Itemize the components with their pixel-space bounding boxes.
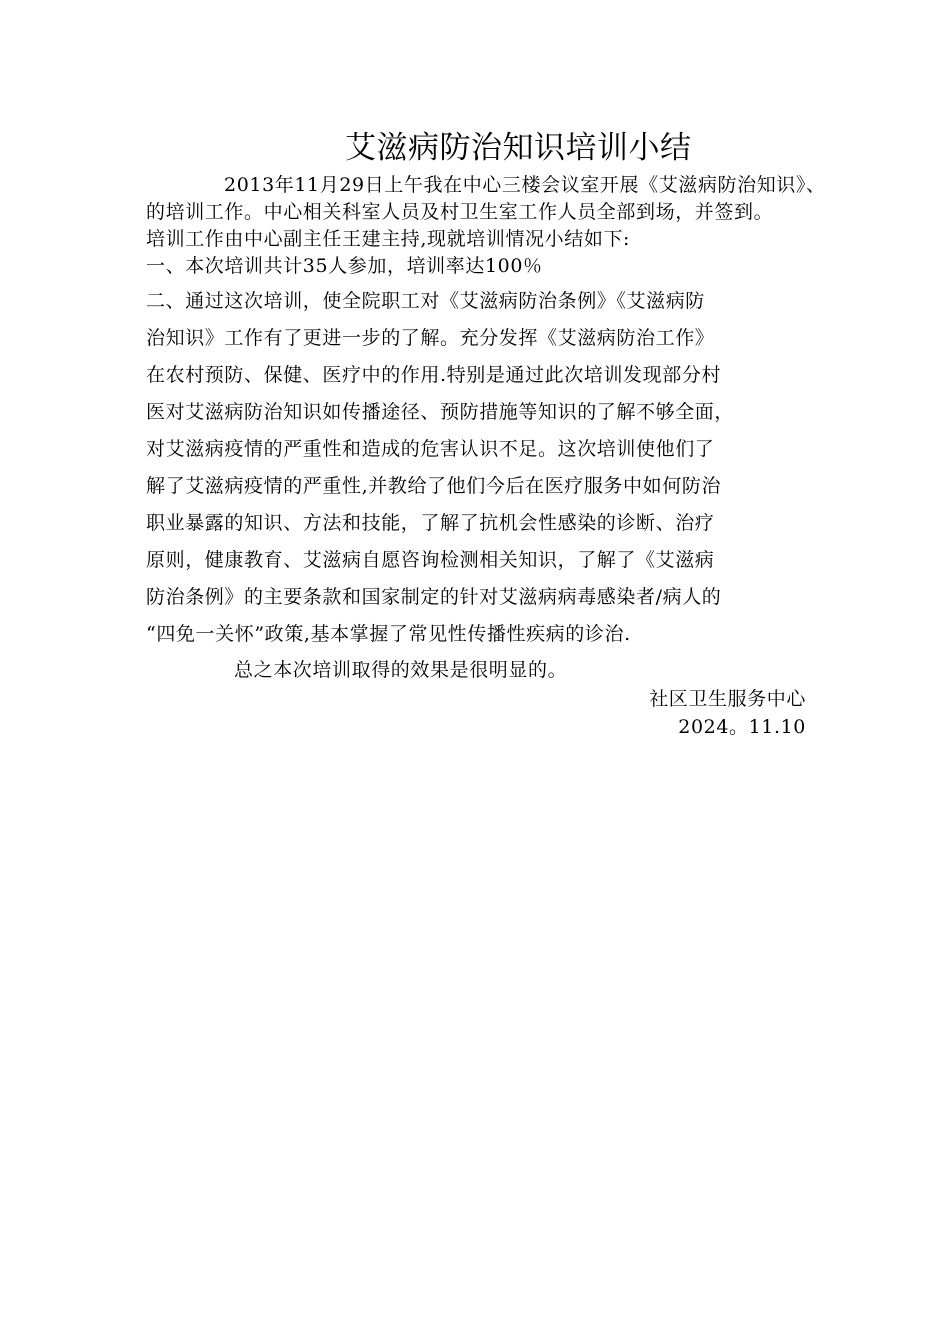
intro-paragraph: 2013年11月29日上午我在中心三楼会议室开展《艾滋病防治知识》、的培训工作。中心相关科室人员及村卫生室工作人员全部到场，并签到。 (146, 174, 826, 223)
document-title: 艾滋病防治知识培训小结 (345, 130, 692, 166)
host-line: 培训工作由中心副主任王建主持,现就培训情况小结如下: (146, 228, 631, 250)
point-two-line: “四免一关怀”政策,基本掌握了常见性传播性疾病的诊治. (146, 623, 631, 645)
summary-paragraph: 总之本次培训取得的效果是很明显的。 (234, 659, 568, 681)
point-two-line: 治知识》工作有了更进一步的了解。充分发挥《艾滋病防治工作》 (146, 327, 715, 349)
point-two-paragraph (146, 283, 826, 653)
point-two-line: 在农村预防、保健、医疗中的作用.特别是通过此次培训发现部分村 (146, 364, 722, 386)
point-two-line: 对艾滋病疫情的严重性和造成的危害认识不足。这次培训使他们了 (146, 438, 715, 460)
point-one: 一、本次培训共计35人参加，培训率达100％ (146, 255, 543, 277)
signature: 社区卫生服务中心 (649, 688, 806, 710)
document-body (146, 172, 826, 741)
point-two-line: 解了艾滋病疫情的严重性,并教给了他们今后在医疗服务中如何防治 (146, 475, 722, 497)
point-two-line: 二、通过这次培训，使全院职工对《艾滋病防治条例》《艾滋病防 (146, 290, 705, 312)
document-date: 2024。11.10 (678, 716, 806, 738)
point-two-line: 防治条例》的主要条款和国家制定的针对艾滋病病毒感染者/病人的 (146, 586, 722, 608)
point-two-line: 医对艾滋病防治知识如传播途径、预防措施等知识的了解不够全面， (146, 401, 735, 423)
point-two-line: 职业暴露的知识、方法和技能，了解了抗机会性感染的诊断、治疗 (146, 512, 715, 534)
point-two-line: 原则，健康教育、艾滋病自愿咨询检测相关知识，了解了《艾滋病 (146, 549, 715, 571)
